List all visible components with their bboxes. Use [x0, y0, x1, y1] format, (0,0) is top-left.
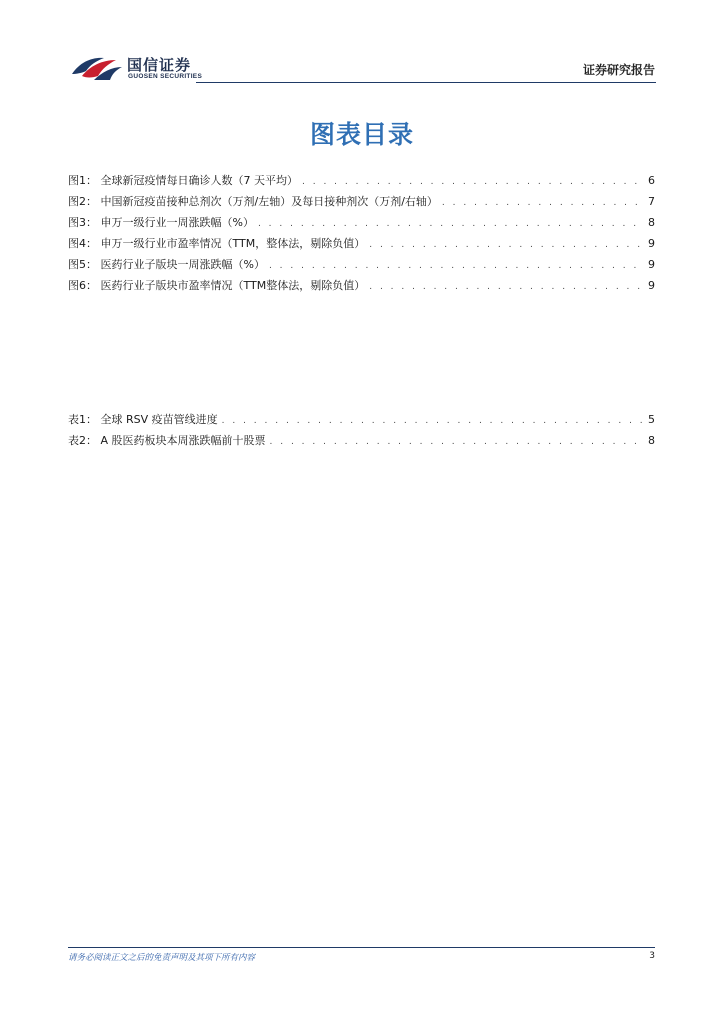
toc-entry-label: 图1： 全球新冠疫情每日确诊人数（7 天平均） — [68, 174, 298, 187]
toc-entry-page: 5 — [648, 413, 655, 426]
header-divider — [196, 82, 656, 83]
toc-entry-page: 9 — [648, 258, 655, 271]
logo-chinese-name: 国信证券 — [127, 56, 192, 74]
page-number: 3 — [649, 951, 655, 961]
toc-entry-label: 图5： 医药行业子版块一周涨跌幅（%） — [68, 258, 265, 271]
guosen-logo-icon — [70, 54, 124, 82]
toc-entry-page: 9 — [648, 237, 655, 250]
toc-entry-label: 表2： A 股医药板块本周涨跌幅前十股票 — [68, 434, 266, 447]
toc-entry-figure-4[interactable] — [68, 233, 655, 254]
toc-entry-page: 7 — [648, 195, 655, 208]
disclaimer-text: 请务必阅读正文之后的免责声明及其项下所有内容 — [68, 953, 256, 963]
toc-entry-label: 图2： 中国新冠疫苗接种总剂次（万剂/左轴）及每日接种剂次（万剂/右轴） — [68, 195, 438, 208]
toc-entry-page: 9 — [648, 279, 655, 292]
dot-leader — [302, 172, 644, 193]
dot-leader — [442, 193, 644, 214]
toc-entry-page: 8 — [648, 216, 655, 229]
dot-leader — [258, 214, 644, 235]
page-title: 图表目录 — [309, 120, 414, 149]
toc-entry-page: 8 — [648, 434, 655, 447]
toc-entry-page: 6 — [648, 174, 655, 187]
dot-leader — [369, 277, 644, 298]
dot-leader — [269, 256, 644, 277]
toc-entry-figure-2[interactable] — [68, 191, 655, 212]
toc-entry-figure-1[interactable] — [68, 170, 655, 191]
dot-leader — [369, 235, 644, 256]
toc-entry-label: 表1： 全球 RSV 疫苗管线进度 — [68, 413, 218, 426]
toc-entry-table-1[interactable] — [68, 409, 655, 430]
figure-list — [68, 170, 655, 296]
toc-entry-label: 图4： 申万一级行业市盈率情况（TTM，整体法，剔除负值） — [68, 237, 366, 250]
report-type-label: 证券研究报告 — [582, 63, 655, 77]
toc-entry-figure-5[interactable] — [68, 254, 655, 275]
toc-entry-label: 图6： 医药行业子版块市盈率情况（TTM整体法，剔除负值） — [68, 279, 366, 292]
toc-entry-figure-6[interactable] — [68, 275, 655, 296]
dot-leader — [270, 432, 644, 453]
toc-entry-table-2[interactable] — [68, 430, 655, 451]
footer-divider — [68, 947, 655, 948]
toc-entry-label: 图3： 申万一级行业一周涨跌幅（%） — [68, 216, 254, 229]
page-header — [68, 50, 656, 86]
dot-leader — [222, 411, 644, 432]
toc-entry-figure-3[interactable] — [68, 212, 655, 233]
table-list — [68, 409, 655, 451]
page-footer — [68, 947, 655, 963]
guosen-logo — [70, 52, 210, 84]
logo-english-name: GUOSEN SECURITIES — [128, 73, 203, 80]
